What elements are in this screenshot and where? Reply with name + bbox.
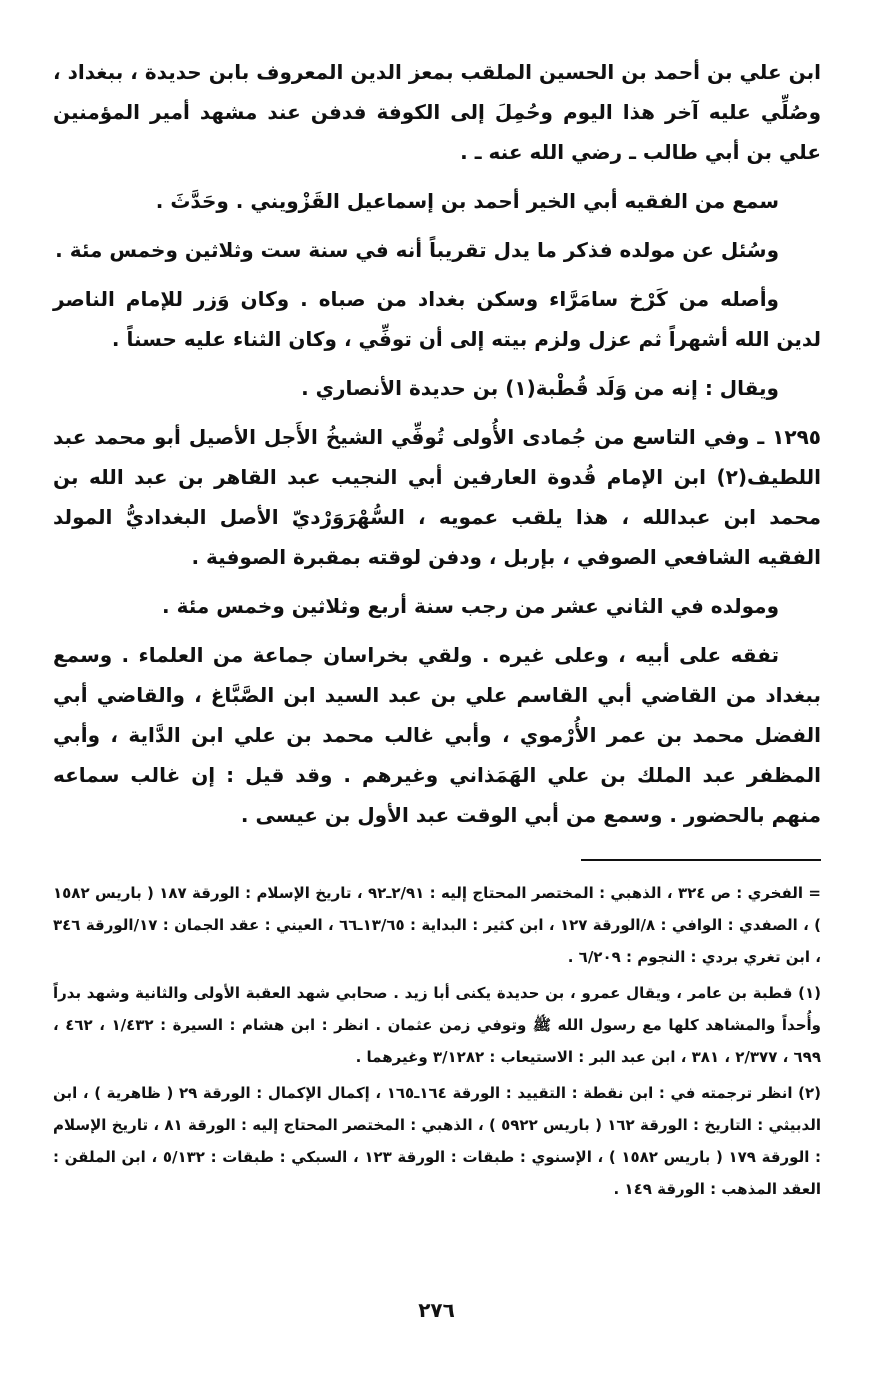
paragraph: وسُئل عن مولده فذكر ما يدل تقريباً أنه في سنة ست وثلاثين وخمس مئة . (55, 238, 779, 262)
main-text (53, 52, 821, 835)
paragraph: ومولده في الثاني عشر من رجب سنة أربع وثلاثين وخمس مئة . (162, 594, 779, 618)
book-page (53, 52, 821, 1209)
footnote (53, 977, 821, 1073)
footnote-marker: (١) (798, 984, 821, 1002)
paragraph: وأصله من كَرْخ سامَرَّاء وسكن بغداد من صباه . وكان وَزر للإمام الناصر لدين الله أشهراً ثم عزل ولزم بيته إلى أن توفِّي ، وكان الثناء عليه حسناً . (53, 287, 821, 351)
paragraph: تفقه على أبيه ، وعلى غيره . ولقي بخراسان جماعة من العلماء . وسمع ببغداد من القاضي أبي القاسم علي بن عبد السيد ابن الصَّبَّاغ ، والقاضي أبي الفضل محمد بن عمر الأُرْموي ، وأبي غالب محمد بن علي ابن الدَّاية ، وأبي المظفر عبد الملك بن علي الهَمَذاني وغيرهم . وقد قيل : إن غالب سماعه منهم بالحضور . وسمع من أبي الوقت عبد الأول بن عيسى . (53, 643, 821, 827)
footnote-text: انظر ترجمته في : ابن نقطة : التقييد : الورقة ١٦٤ـ١٦٥ ، إكمال الإكمال : الورقة ٢٩ ( ظاهرية ) ، ابن الدبيثي : التاريخ : الورقة ١٦٢ ( باريس ٥٩٢٢ ) ، الذهبي : المختصر المحتاج إليه : الورقة ٨١ ، تاريخ الإسلام : الورقة ١٧٩ ( باريس ١٥٨٢ ) ، الإسنوي : طبقات : الورقة ١٢٣ ، السبكي : طبقات : ٥/١٣٢ ، ابن الملقن : العقد المذهب : الورقة ١٤٩ . (53, 1084, 822, 1198)
paragraph: ابن علي بن أحمد بن الحسين الملقب بمعز الدين المعروف بابن حديدة ، ببغداد ، وصُلِّي عليه آخر هذا اليوم وحُمِلَ إلى الكوفة فدفن عند مشهد أمير المؤمنين علي بن أبي طالب ـ رضي الله عنه ـ . (53, 60, 821, 164)
footnote-text: الفخري : ص ٣٢٤ ، الذهبي : المختصر المحتاج إليه : ٢/٩١ـ٩٢ ، تاريخ الإسلام : الورقة ١٨٧ ( باريس ١٥٨٢ ) ، الصفدي : الوافي : ٨/الورقة ١٢٧ ، ابن كثير : البداية : ١٣/٦٥ـ٦٦ ، العيني : عقد الجمان : ١٧/الورقة ٣٤٦ ، ابن تغري بردي : النجوم : ٦/٢٠٩ . (53, 884, 822, 966)
entry-number: ١٢٩٥ (772, 425, 821, 449)
entry-text: ـ وفي التاسع من جُمادى الأُولى تُوفِّي الشيخُ الأَجل الأصيل أبو محمد عبد اللطيف(٢) ابن الإمام قُدوة العارفين أبي النجيب عبد القاهر بن عبد الله بن محمد ابن عبدالله ، هذا يلقب عمويه ، السُّهْرَوَرْديّ الأصل البغداديُّ المولد الفقيه الشافعي الصوفي ، بإربل ، ودفن لوقته بمقبرة الصوفية . (53, 425, 821, 569)
footnote (53, 1077, 821, 1205)
footnote-separator (581, 859, 821, 861)
footnote (53, 877, 821, 973)
paragraph: سمع من الفقيه أبي الخير أحمد بن إسماعيل القَزْويني . وحَدَّثَ . (155, 189, 779, 213)
footnote-marker: = (808, 884, 821, 902)
entry-paragraph (53, 417, 821, 577)
page-number: ٢٧٦ (418, 1298, 455, 1322)
footnotes (53, 877, 821, 1205)
footnote-marker: (٢) (798, 1084, 821, 1102)
paragraph: ويقال : إنه من وَلَد قُطْبة(١) بن حديدة الأنصاري . (301, 376, 779, 400)
footnote-text: قطبة بن عامر ، ويقال عمرو ، بن حديدة يكنى أبا زيد . صحابي شهد العقبة الأولى والثانية وشهد بدراً وأُحداً والمشاهد كلها مع رسول الله ﷺ وتوفي زمن عثمان . انظر : ابن هشام : السيرة : ١/٤٣٢ ، ٤٦٢ ، ٦٩٩ ، ٢/٣٧٧ ، ٣٨١ ، ابن عبد البر : الاستيعاب : ٣/١٢٨٢ وغيرهما . (53, 984, 821, 1066)
